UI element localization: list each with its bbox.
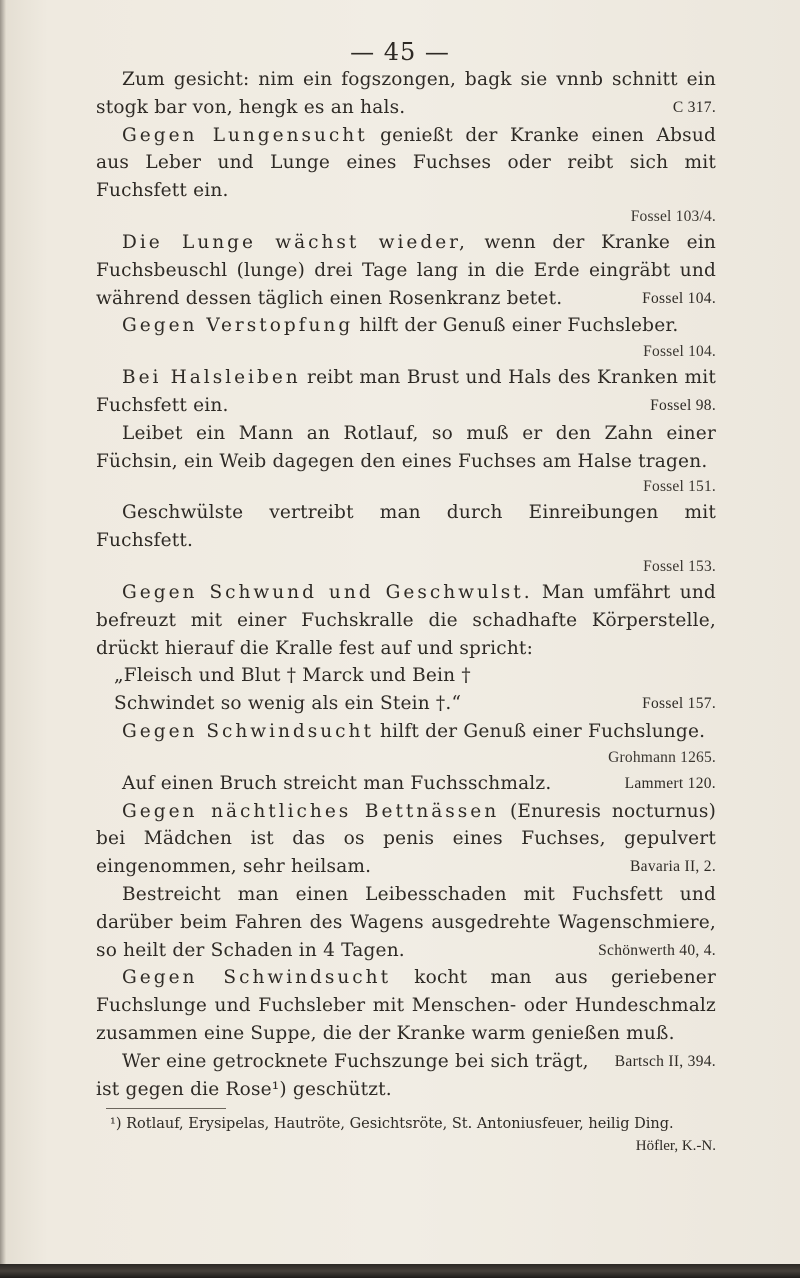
page-bottom-edge — [0, 1264, 800, 1278]
entry-5 — [96, 364, 716, 420]
entry-lead: Gegen Lungensucht — [122, 124, 368, 146]
entry-source: Bavaria II, 2. — [630, 858, 716, 876]
entry-13 — [96, 964, 716, 1070]
entry-12 — [96, 881, 716, 964]
entry-source: Grohmann 1265. — [608, 748, 716, 766]
entry-text: genießt der Kranke einen Absud aus Leber und Lunge eines Fuchses oder reibt sich mit Fuchsfett ein. — [96, 124, 716, 202]
entry-text: Leibet ein Mann an Rotlauf, so muß er den Zahn einer Füchsin, ein Weib dagegen den eines Fuchses am Halse tragen. — [96, 422, 716, 472]
entry-6 — [96, 420, 716, 500]
page-number: — 45 — — [350, 38, 450, 66]
charm-verse — [96, 662, 716, 718]
entry-source: Fossel 151. — [643, 478, 716, 496]
entry-text: Man umfährt und befreuzt mit einer Fuchskralle die schadhafte Körperstelle, drückt hierauf die Kralle fest auf und spricht: — [96, 581, 716, 659]
entry-lead: Gegen nächtliches Bettnässen — [122, 800, 500, 822]
entry-source: C 317. — [672, 98, 716, 116]
entry-lead: Gegen Schwindsucht — [122, 720, 374, 742]
entry-text: hilft der Genuß einer Fuchslunge. — [379, 720, 706, 742]
entry-1 — [96, 66, 716, 122]
footnote-text: Rotlauf, Erysipelas, Hautröte, Gesichtsröte, St. Antoniusfeuer, heilig Ding. — [126, 1116, 674, 1133]
entry-source: Fossel 103/4. — [630, 207, 716, 225]
footnote-divider — [106, 1108, 226, 1109]
entry-source: Fossel 104. — [642, 289, 716, 307]
entry-lead: Gegen Schwindsucht — [122, 967, 392, 989]
entry-lead: Gegen Verstopfung — [122, 315, 354, 337]
entry-lead: Bei Halsleiben — [122, 367, 301, 389]
entry-source: Fossel 104. — [643, 343, 716, 361]
entry-7 — [96, 499, 716, 579]
entry-source: Fossel 98. — [650, 396, 716, 414]
entry-text: Auf einen Bruch streicht man Fuchsschmalz. — [122, 772, 552, 794]
footnote-mark: ¹) — [110, 1116, 122, 1133]
verse-line: „Fleisch und Blut † Marck und Bein † — [114, 665, 471, 687]
entry-source: Schönwerth 40, 4. — [598, 941, 716, 959]
footnote-source: Höfler, K.-N. — [635, 1138, 716, 1155]
entry-text: reibt man Brust und Hals des Kranken mit Fuchsfett ein. — [96, 367, 716, 416]
entry-9 — [96, 718, 716, 770]
entry-10 — [96, 770, 716, 798]
entry-11 — [96, 798, 716, 881]
entry-text: kocht man aus geriebener Fuchslunge und Fuchsleber mit Menschen- oder Hundeschmalz zusammen eine Suppe, die der Kranke warm genießen muß. — [96, 967, 716, 1044]
entry-text: wenn der Kranke ein Fuchsbeuschl (lunge) drei Tage lang in die Erde eingräbt und während dessen täglich einen Rosenkranz betet. — [96, 231, 716, 309]
page-binding-shadow — [0, 0, 6, 1278]
entry-text: Bestreicht man einen Leibesschaden mit Fuchsfett und darüber beim Fahren des Wagens ausgedrehte Wagenschmiere, so heilt der Schaden in 4 Tagen. — [96, 883, 716, 961]
entry-text: (Enuresis nocturnus) bei Mädchen ist das os penis eines Fuchses, gepulvert eingenommen, sehr heilsam. — [96, 800, 716, 878]
entry-lead: Gegen Schwund und Geschwulst. — [122, 581, 533, 603]
entry-source: Fossel 157. — [642, 695, 716, 713]
entry-text: Geschwülste vertreibt man durch Einreibungen mit Fuchsfett. — [96, 502, 716, 552]
entry-8 — [96, 579, 716, 718]
footnote — [96, 1113, 716, 1157]
entry-text: Wer eine getrocknete Fuchszunge bei sich trägt, ist gegen die Rose¹) geschützt. — [96, 1050, 589, 1100]
entry-source: Lammert 120. — [624, 774, 716, 792]
verse-line: Schwindet so wenig als ein Stein †.“ — [114, 693, 462, 715]
page-content — [96, 66, 716, 1157]
entry-2 — [96, 122, 716, 229]
entry-lead: Die Lunge wächst wieder, — [122, 231, 468, 253]
entry-source: Fossel 153. — [643, 557, 716, 575]
entry-4 — [96, 312, 716, 364]
entry-text: Zum gesicht: nim ein fogszongen, bagk sie vnnb schnitt ein stogk bar von, hengk es an hals. — [96, 69, 716, 118]
entry-text: hilft der Genuß einer Fuchsleber. — [359, 315, 679, 337]
entry-3 — [96, 229, 716, 312]
entry-source: Bartsch II, 394. — [614, 1052, 716, 1070]
